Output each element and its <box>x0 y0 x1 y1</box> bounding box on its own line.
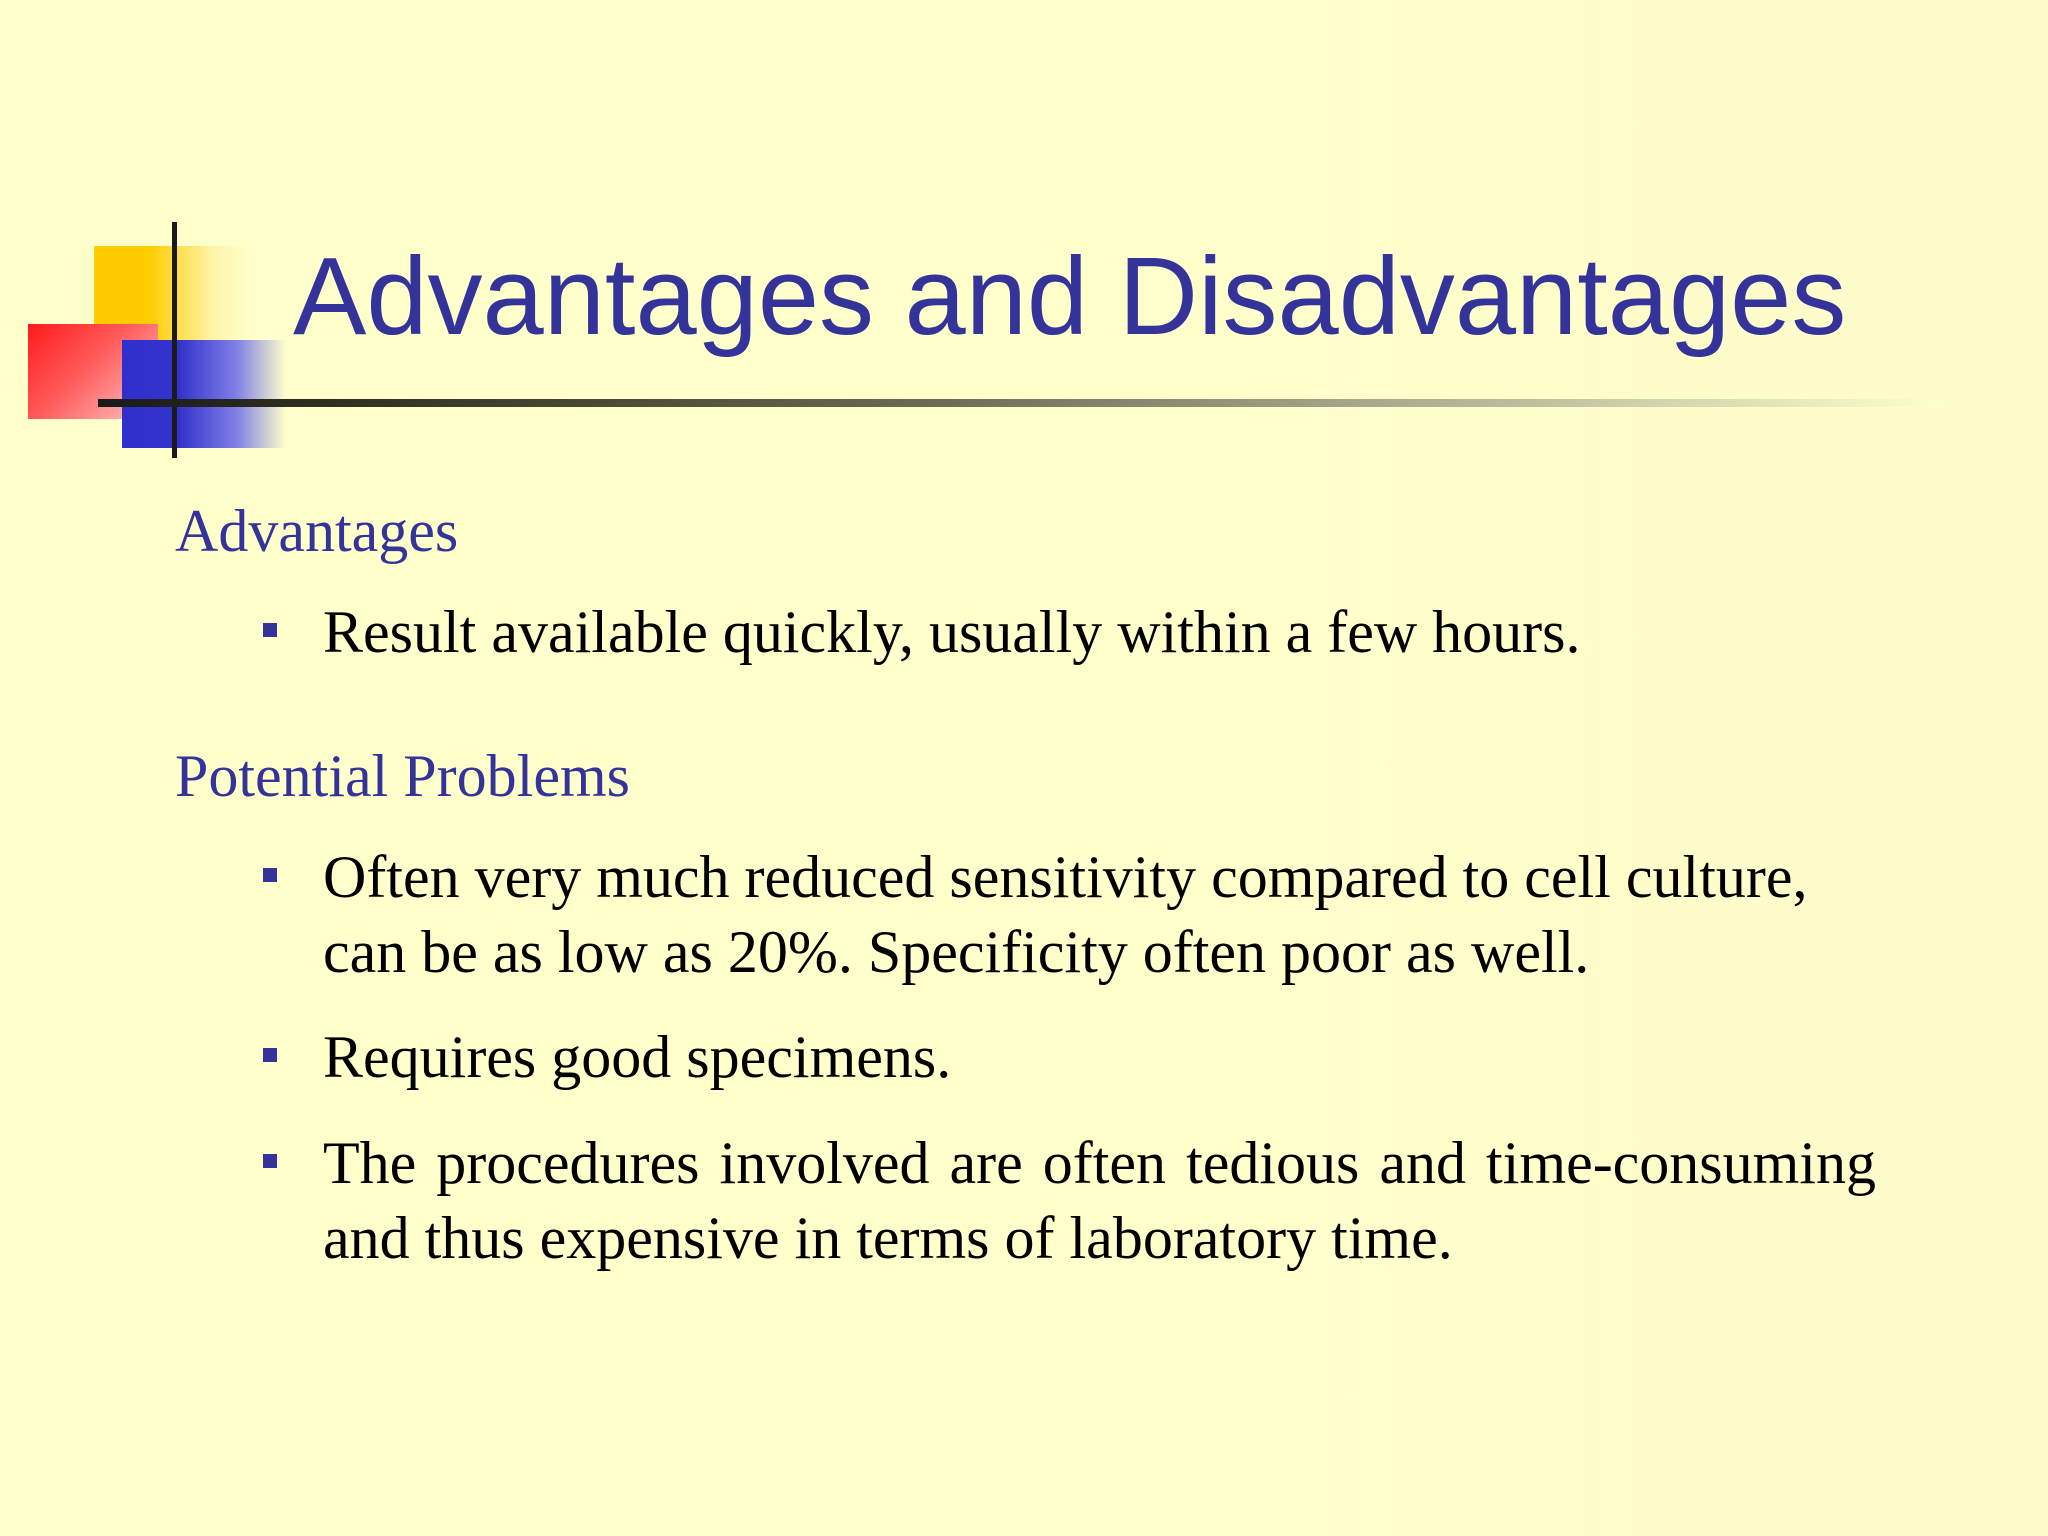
bullet-square-icon <box>263 623 277 637</box>
list-item <box>175 1126 1875 1276</box>
decorative-vertical-line <box>172 222 177 458</box>
bullet-square-icon <box>263 1048 277 1062</box>
slide-content <box>175 495 1875 1276</box>
advantages-list <box>175 595 1875 670</box>
bullet-square-icon <box>263 1154 277 1168</box>
bullet-text: The procedures involved are often tedious and time-consuming and thus expensive in terms of laboratory time. <box>323 1130 1876 1271</box>
section-heading-potential-problems: Potential Problems <box>175 743 630 809</box>
bullet-square-icon <box>263 868 277 882</box>
slide-title: Advantages and Disadvantages <box>293 235 1847 358</box>
list-item <box>175 595 1875 670</box>
bullet-text: Result available quickly, usually within a few hours. <box>323 599 1581 665</box>
bullet-text: Requires good specimens. <box>323 1024 952 1090</box>
list-item <box>175 840 1875 990</box>
problems-list <box>175 840 1875 1276</box>
bullet-text: Often very much reduced sensitivity compared to cell culture, can be as low as 20%. Specificity often poor as well. <box>323 844 1808 985</box>
section-heading-advantages: Advantages <box>175 498 459 564</box>
decorative-blue-square <box>122 340 286 448</box>
title-underline <box>98 399 1943 407</box>
list-item <box>175 1020 1875 1095</box>
